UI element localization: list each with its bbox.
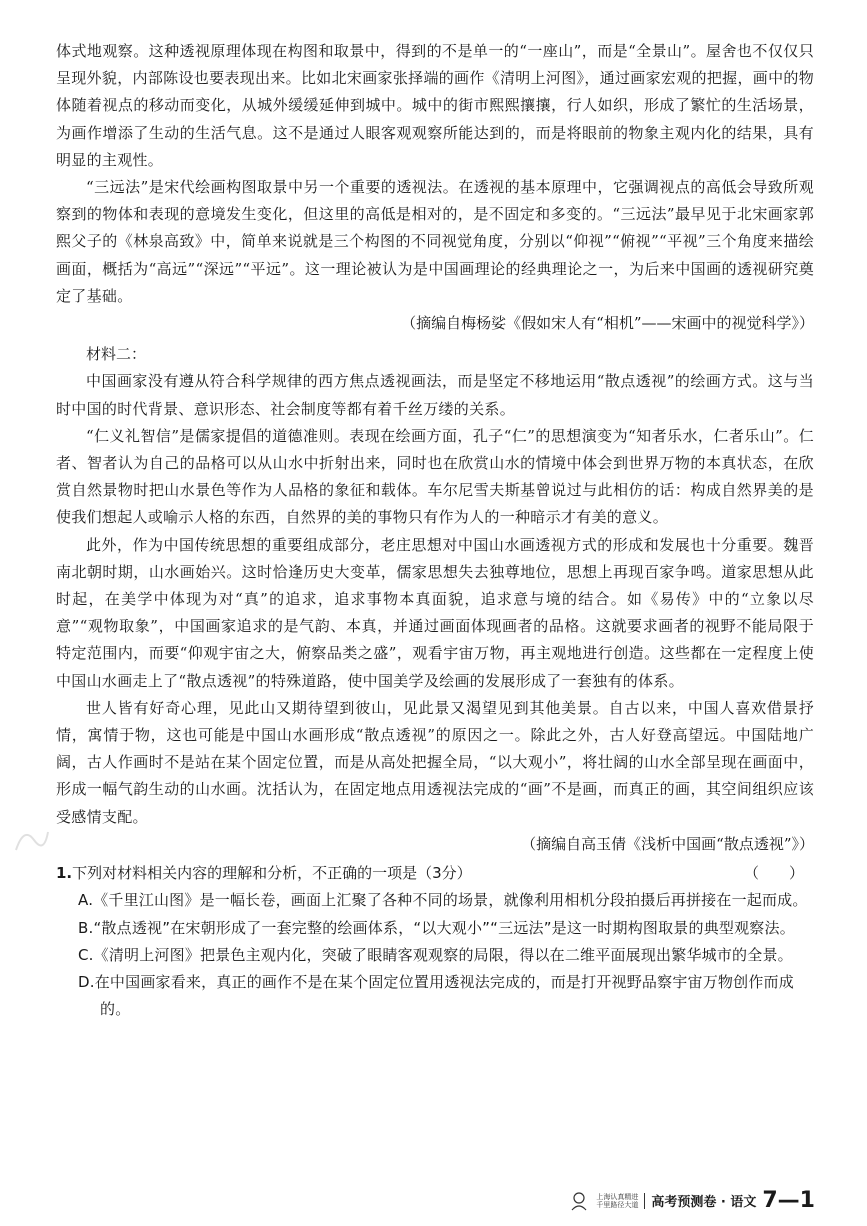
page-number: 7—1	[762, 1188, 815, 1213]
citation-2: （摘编自高玉倩《浅析中国画“散点透视”》）	[521, 834, 814, 853]
material1-paragraph-1: 体式地观察。这种透视原理体现在构图和取景中，得到的不是单一的“一座山”，而是“全景山”。屋舍也不仅仅只呈现外貌，内部陈设也要表现出来。比如北宋画家张择端的画作《清明上河图》，通过画家宏观的把握，画中的物体随着视点的移动而变化，从城外缓缓延伸到城中。城中的街市熙熙攘攘，行人如织，形成了繁忙的生活场景，为画作增添了生动的生活气息。这不是通过人眼客观观察所能达到的，而是将眼前的物象主观内化的结果，具有明显的主观性。	[56, 42, 814, 169]
option-a[interactable]: A.《千里江山图》是一幅长卷，画面上汇聚了各种不同的场景，就像利用相机分段拍摄后再拼接在一起而成。	[78, 891, 808, 910]
page-content	[56, 38, 814, 1023]
material2-paragraph-3: 此外，作为中国传统思想的重要组成部分，老庄思想对中国山水画透视方式的形成和发展也十分重要。魏晋南北朝时期，山水画始兴。这时恰逢历史大变革，儒家思想失去独尊地位，思想上再现百家争鸣。道家思想从此时起，在美学中体现为对“真”的追求，追求事物本真面貌，追求意与境的结合。如《易传》中的“立象以尽意”“观物取象”，中国画家追求的是气韵、本真，并通过画面体现画者的品格。这就要求画者的视野不能局限于特定范围内，而要“仰观宇宙之大，俯察品类之盛”，观看宇宙万物，再主观地进行创造。这些都在一定程度上使中国山水画走上了“散点透视”的特殊道路，使中国美学及绘画的发展形成了一套独有的体系。	[56, 535, 814, 690]
material2-paragraph-4: 世人皆有好奇心理，见此山又期待望到彼山，见此景又渴望见到其他美景。自古以来，中国人喜欢借景抒情，寓情于物，这也可能是中国山水画形成“散点透视”的原因之一。除此之外，古人好登高望远。中国陆地广阔，古人作画时不是站在某个固定位置，而是从高处把握全局，“以大观小”，将壮阔的山水全部呈现在画面中，形成一幅气韵生动的山水画。沈括认为，在固定地点用透视法完成的“画”不是画，而真正的画，其空间组织应该受感情支配。	[56, 698, 814, 826]
exam-label: 高考预测卷 · 语文	[651, 1195, 757, 1210]
publisher-logo-icon	[568, 1190, 590, 1212]
option-b[interactable]: B.“散点透视”在宋朝形成了一套完整的绘画体系，“以大观小”“三远法”是这一时期构图取景的典型观察法。	[78, 918, 795, 937]
material2-paragraph-1: 中国画家没有遵从符合科学规律的西方焦点透视画法，而是坚定不移地运用“散点透视”的绘画方式。这与当时中国的时代背景、意识形态、社会制度等都有着千丝万缕的关系。	[56, 372, 814, 418]
watermark-icon	[12, 820, 52, 860]
footer-divider	[644, 1193, 645, 1209]
citation-1: （摘编自梅杨娑《假如宋人有“相机”——宋画中的视觉科学》）	[401, 314, 814, 333]
material2-heading: 材料二：	[86, 345, 147, 364]
answer-blank[interactable]: （ ）	[743, 864, 804, 883]
question-number: 1.	[56, 864, 73, 883]
material1-paragraph-2: “三远法”是宋代绘画构图取景中另一个重要的透视法。在透视的基本原理中，它强调视点的高低会导致所观察到的物体和表现的意境发生变化，但这里的高低是相对的，是不固定和多变的。“三远法”最早见于北宋画家郭熙父子的《林泉高致》中，简单来说就是三个构图的不同视觉角度，分别以“仰视”“俯视”“平视”三个角度来描绘画面，概括为“高远”“深远”“平远”。这一理论被认为是中国画理论的经典理论之一，为后来中国画的透视研究奠定了基础。	[56, 178, 814, 305]
material2-paragraph-2: “仁义礼智信”是儒家提倡的道德准则。表现在绘画方面，孔子“仁”的思想演变为“知者乐水，仁者乐山”。仁者、智者认为自己的品格可以从山水中折射出来，同时也在欣赏山水的情境中体会到世界万物的本真状态，在欣赏自然景物时把山水景色等作为人品格的象征和载体。车尔尼雪夫斯基曾说过与此相仿的话：构成自然界美的是使我们想起人或喻示人格的东西，自然界的美的事物只有作为人的一种暗示才有美的意义。	[56, 426, 814, 527]
page-footer	[568, 1188, 815, 1213]
question-1	[56, 860, 814, 887]
option-d[interactable]: D.在中国画家看来，真正的画作不是在某个固定位置用透视法完成的，而是打开视野品察宇宙万物创作而成的。	[78, 972, 794, 1019]
publisher-name: 上海认真精进 千里路径大道	[596, 1192, 639, 1209]
option-c[interactable]: C.《清明上河图》把景色主观内化，突破了眼睛客观观察的局限，得以在二维平面展现出繁华城市的全景。	[78, 945, 793, 964]
question-text: 下列对材料相关内容的理解和分析，不正确的一项是（3分）	[72, 864, 472, 883]
